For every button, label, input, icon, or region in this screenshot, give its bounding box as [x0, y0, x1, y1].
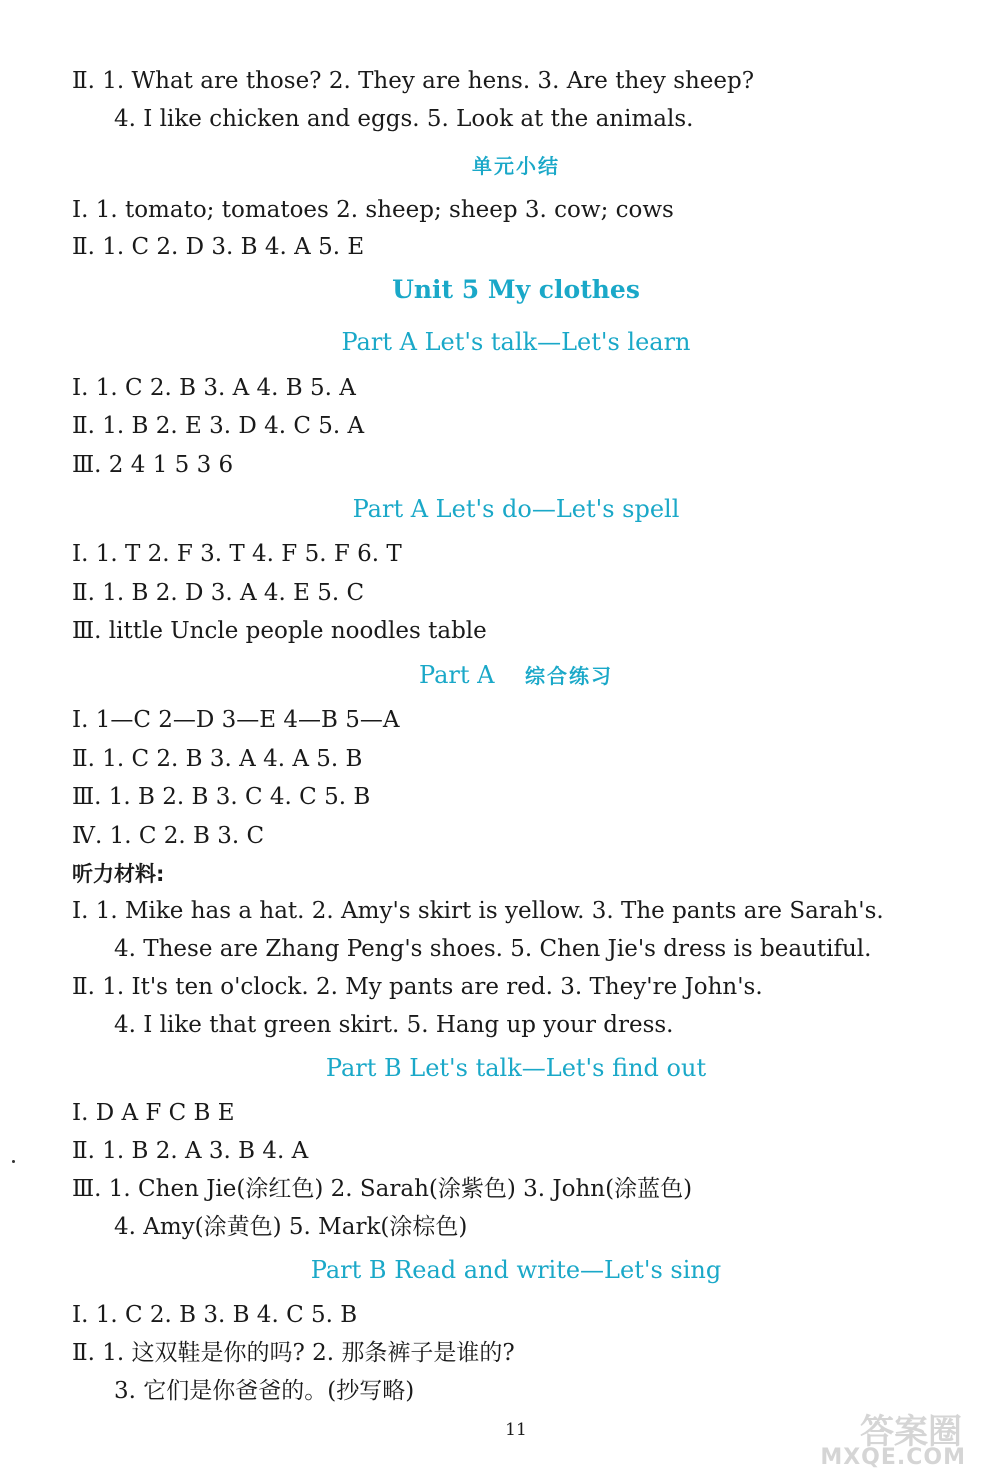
- answer-line: 4. Amy(涂黄色) 5. Mark(涂棕色): [114, 1214, 468, 1240]
- answer-line: Ⅲ. little Uncle people noodles table: [72, 618, 487, 644]
- answer-line: Ⅱ. 1. It's ten o'clock. 2. My pants are red. 3. They're John's.: [72, 974, 763, 1000]
- answer-line: Ⅱ. 1. What are those? 2. They are hens. 3. Are they sheep?: [72, 68, 755, 94]
- answer-line: Ⅰ. 1—C 2—D 3—E 4—B 5—A: [72, 707, 400, 733]
- comprehensive-label: 综合练习: [524, 664, 613, 688]
- answer-line: Ⅰ. 1. C 2. B 3. A 4. B 5. A: [72, 375, 356, 401]
- answer-line: Ⅰ. 1. tomato; tomatoes 2. sheep; sheep 3. cow; cows: [72, 197, 674, 223]
- section-heading-part-a-talk: Part A Let's talk—Let's learn: [341, 328, 691, 356]
- answer-line: Ⅱ. 1. B 2. D 3. A 4. E 5. C: [72, 580, 365, 606]
- answer-line: Ⅱ. 1. B 2. A 3. B 4. A: [72, 1138, 309, 1164]
- answer-line: Ⅰ. 1. C 2. B 3. B 4. C 5. B: [72, 1302, 358, 1328]
- answer-line: 4. I like that green skirt. 5. Hang up your dress.: [114, 1012, 674, 1038]
- watermark-site: MXQE.COM: [820, 1445, 966, 1470]
- stray-dot: [12, 1160, 15, 1163]
- unit-title: Unit 5 My clothes: [392, 275, 640, 304]
- answer-line: Ⅰ. 1. T 2. F 3. T 4. F 5. F 6. T: [72, 541, 402, 567]
- section-heading-part-a-comprehensive: [0, 659, 1000, 692]
- answer-line: 4. These are Zhang Peng's shoes. 5. Chen Jie's dress is beautiful.: [114, 936, 872, 962]
- watermark: [820, 1404, 986, 1474]
- page-number: 11: [505, 1420, 527, 1440]
- answer-line: Ⅱ. 1. C 2. D 3. B 4. A 5. E: [72, 234, 365, 260]
- answer-line: 4. I like chicken and eggs. 5. Look at the animals.: [114, 106, 694, 132]
- answer-line: Ⅲ. 1. B 2. B 3. C 4. C 5. B: [72, 784, 371, 810]
- section-heading-part-a-do: Part A Let's do—Let's spell: [352, 495, 680, 523]
- listening-material-label: 听力材料:: [72, 862, 165, 886]
- part-label: Part A: [419, 661, 495, 689]
- answer-line: Ⅰ. D A F C B E: [72, 1100, 235, 1126]
- answer-line: Ⅱ. 1. C 2. B 3. A 4. A 5. B: [72, 746, 363, 772]
- answer-line: Ⅰ. 1. Mike has a hat. 2. Amy's skirt is yellow. 3. The pants are Sarah's.: [72, 898, 884, 924]
- answer-line: 3. 它们是你爸爸的。(抄写略): [114, 1378, 415, 1404]
- section-heading-unit-summary: 单元小结: [472, 154, 560, 178]
- answer-line: Ⅳ. 1. C 2. B 3. C: [72, 823, 265, 849]
- answer-line: Ⅲ. 2 4 1 5 3 6: [72, 452, 234, 478]
- answer-line: Ⅱ. 1. B 2. E 3. D 4. C 5. A: [72, 413, 365, 439]
- section-heading-part-b-read: Part B Read and write—Let's sing: [310, 1256, 722, 1284]
- watermark-logo: 答案圈: [860, 1412, 962, 1452]
- section-heading-part-b-talk: Part B Let's talk—Let's find out: [325, 1054, 707, 1082]
- answer-line: Ⅲ. 1. Chen Jie(涂红色) 2. Sarah(涂紫色) 3. John(涂蓝色): [72, 1176, 693, 1202]
- answer-line: Ⅱ. 1. 这双鞋是你的吗? 2. 那条裤子是谁的?: [72, 1340, 515, 1366]
